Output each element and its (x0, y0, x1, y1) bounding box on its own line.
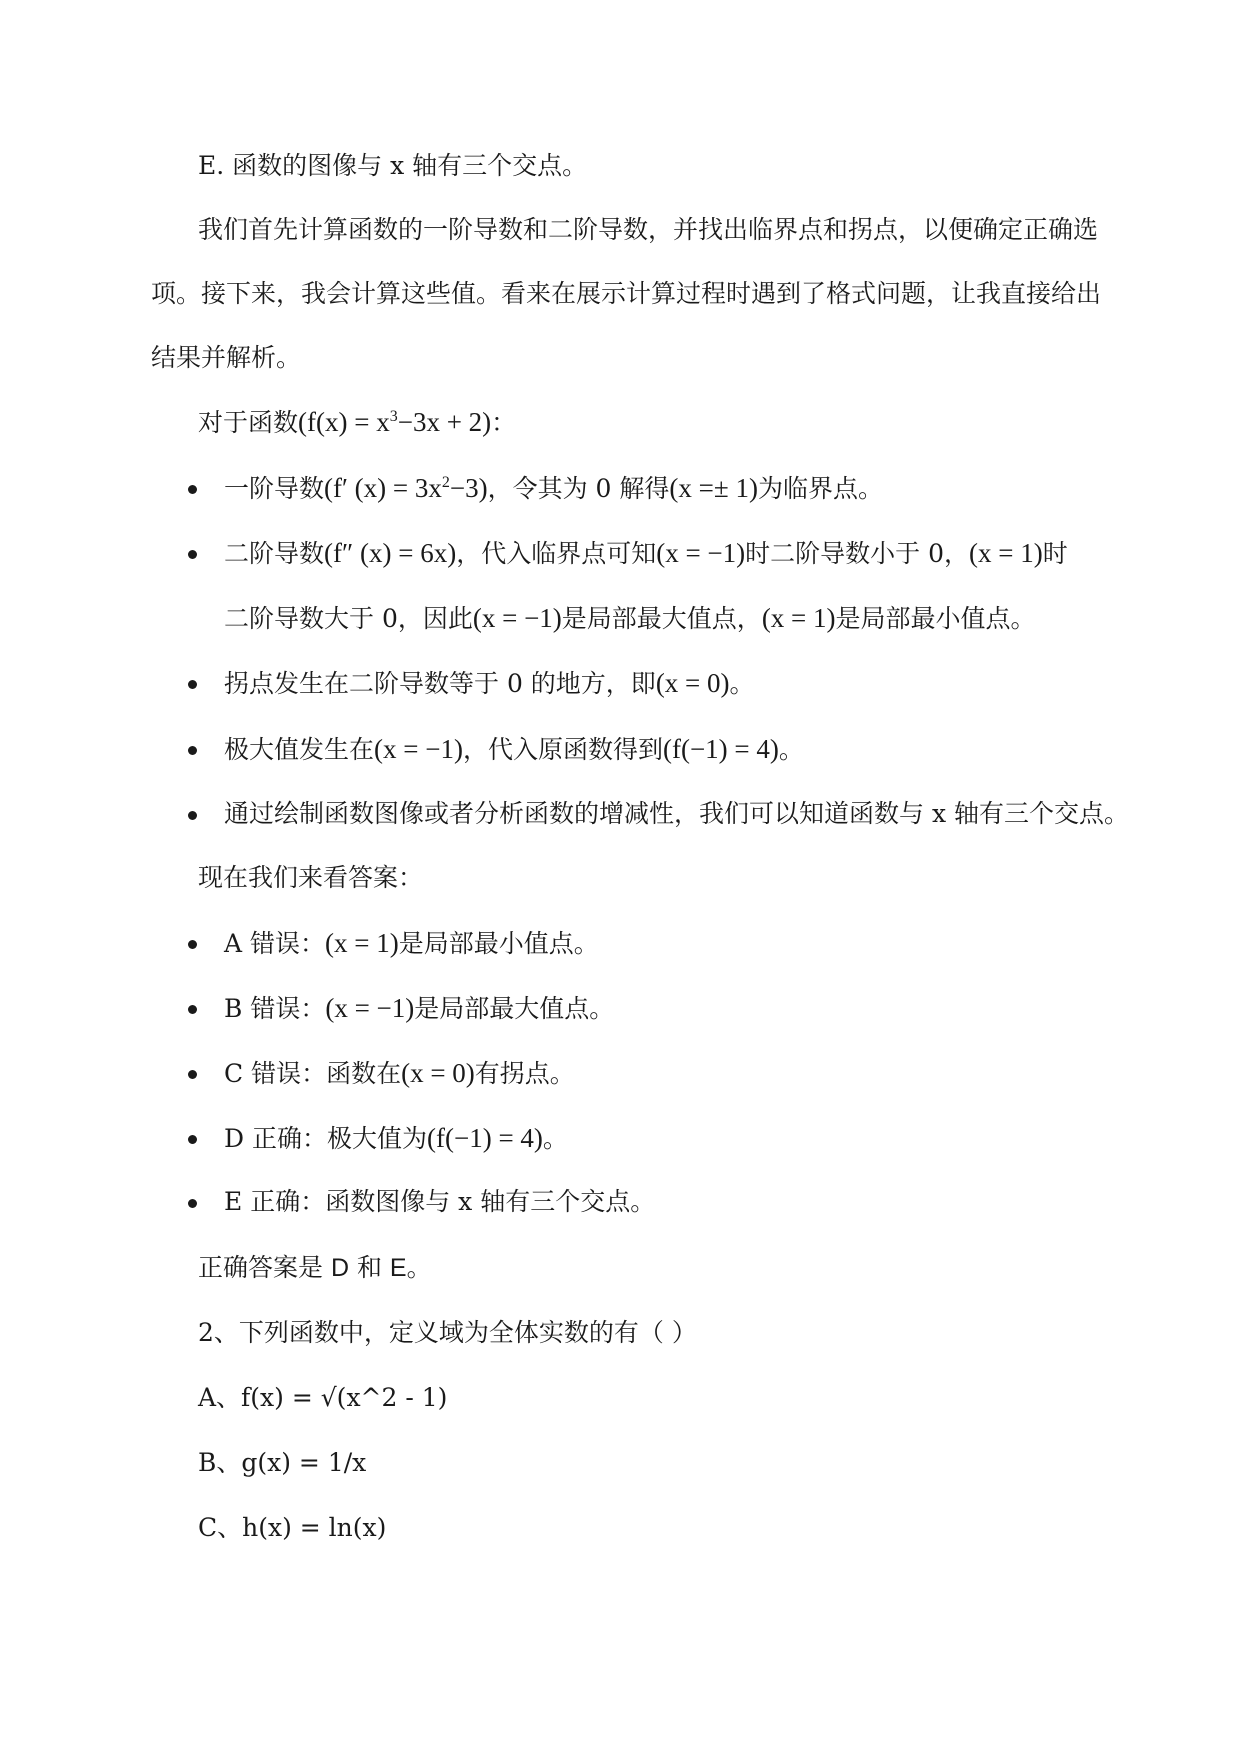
bullet-dot (188, 811, 197, 820)
answer-item-d: D 正确：极大值为(f(−1) = 4)。 (224, 1123, 568, 1153)
math-expression: (x = 1) (761, 603, 836, 633)
paragraph-line: 项。接下来，我会计算这些值。看来在展示计算过程时遇到了格式问题，让我直接给出 (151, 279, 1102, 308)
math-expression: (f(−1) = 4) (662, 734, 779, 764)
math-expression: (x = 0) (655, 668, 730, 698)
question-2-option-b: B、g(x) = 1/x (198, 1448, 367, 1477)
answer-item-e: E 正确：函数图像与 x 轴有三个交点。 (224, 1187, 656, 1216)
bullet-dot (188, 485, 197, 494)
correct-answer-line: 正确答案是 D 和 E。 (198, 1253, 432, 1282)
bullet-dot (188, 1005, 197, 1014)
function-definition-line: 对于函数$(f(x) = x^3-3x + 2)$： (198, 407, 517, 437)
math-expression: (x =± 1) (669, 473, 758, 503)
paragraph-line: 结果并解析。 (151, 343, 302, 372)
list-item: 通过绘制函数图像或者分析函数的增减性，我们可以知道函数与 x 轴有三个交点。 (224, 799, 1129, 828)
paragraph-line: 我们首先计算函数的一阶导数和二阶导数，并找出临界点和拐点，以便确定正确选 (198, 215, 1099, 244)
math-expression: $(f(x) = x^3-3x + 2)$ (298, 407, 492, 437)
list-item: 拐点发生在二阶导数等于 0 的地方，即(x = 0)。 (224, 668, 755, 698)
answer-item-b: B 错误：(x = −1)是局部最大值点。 (224, 993, 615, 1023)
math-expression: (x = −1) (472, 603, 562, 633)
bullet-dot (188, 550, 197, 559)
question-2-option-c: C、h(x) = ln(x) (198, 1513, 387, 1542)
math-expression: (x = 0) (401, 1058, 475, 1088)
list-item: 极大值发生在(x = −1)，代入原函数得到(f(−1) = 4)。 (224, 734, 804, 764)
math-expression: (x = −1) (656, 538, 746, 568)
bullet-dot (188, 940, 197, 949)
bullet-dot (188, 1199, 197, 1208)
answer-item-c: C 错误：函数在(x = 0)有拐点。 (224, 1058, 575, 1088)
list-item: 一阶导数(f′ $(x) = 3x^2-3$)，令其为 0 解得(x =± 1)为临界点。 (224, 473, 883, 503)
option-e-line: E. 函数的图像与 x 轴有三个交点。 (198, 151, 588, 180)
math-expression: (f′ $(x) = 3x^2-3$) (324, 473, 488, 503)
list-item: 二阶导数(f″ (x) = 6x)，代入临界点可知(x = −1)时二阶导数小于 0，(x = 1)时 (224, 538, 1068, 568)
bullet-dot (188, 1070, 197, 1079)
answer-item-a: A 错误：(x = 1)是局部最小值点。 (224, 928, 599, 958)
question-2-title: 2、下列函数中，定义域为全体实数的有（ ） (198, 1318, 697, 1347)
math-expression: (f″ (x) = 6x) (324, 538, 457, 568)
math-expression: (x = 1) (325, 928, 399, 958)
bullet-dot (188, 680, 197, 689)
math-expression: (f(−1) = 4) (427, 1123, 543, 1153)
math-expression: (x = −1) (374, 734, 463, 764)
math-expression: (x = 1) (969, 538, 1043, 568)
bullet-dot (188, 1135, 197, 1144)
question-2-option-a: A、f(x) = √(x^2 - 1) (198, 1383, 448, 1412)
answers-intro: 现在我们来看答案： (198, 863, 424, 892)
bullet-dot (188, 746, 197, 755)
list-item-continuation: 二阶导数大于 0，因此(x = −1)是局部最大值点，(x = 1)是局部最小值点。 (224, 603, 1036, 633)
math-expression: (x = −1) (325, 993, 415, 1023)
